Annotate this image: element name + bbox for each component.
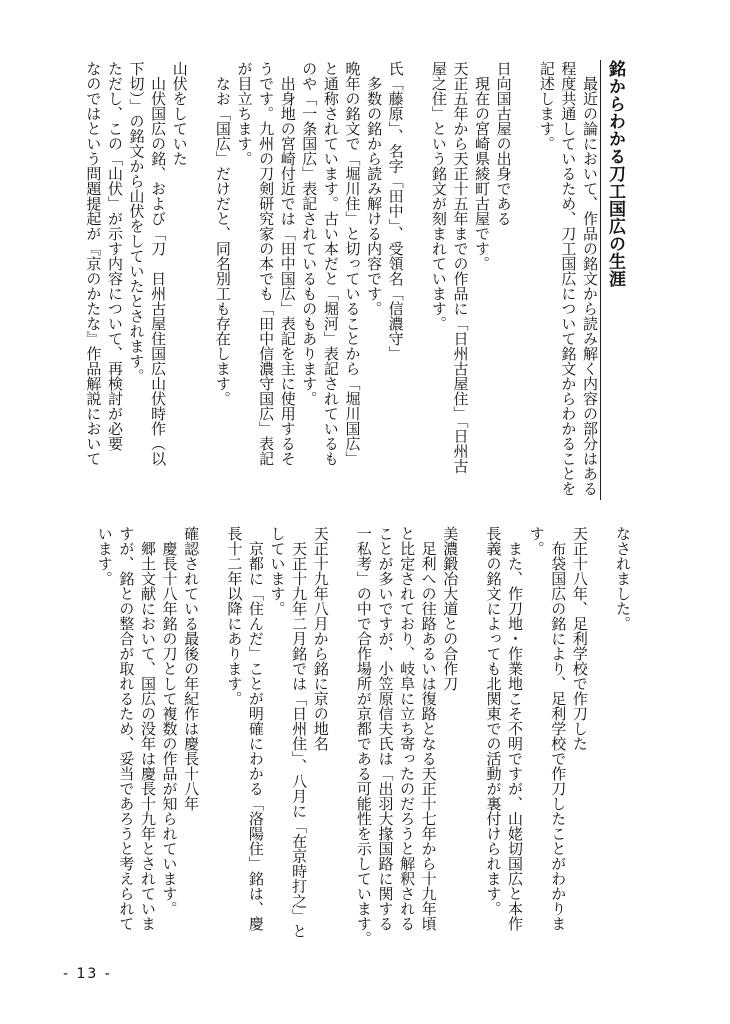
text-line: なされました。 xyxy=(614,526,632,631)
text-line: 長十二年以降にあります。 xyxy=(225,526,244,706)
text-line: また、作刀地・作業地こそ不明ですが、山姥切国広と本作 xyxy=(506,526,525,931)
page-number: - 13 - xyxy=(63,966,112,982)
text-line: ただし、この「山伏」が示す内容について、再検討が必要 xyxy=(105,61,124,451)
text-line: 晩年の銘文で「堀川住」と切っていることから「堀川国広」 xyxy=(343,61,362,466)
text-line xyxy=(406,61,428,501)
text-line: す。 xyxy=(527,526,546,556)
text-line: 程度共通しているため、刀工国広について銘文からわかることを xyxy=(559,61,578,496)
text-line: 最近の論において、作品の銘文から読み解く内容の部分はある xyxy=(581,61,599,496)
text-line: 出身地の宮崎付近では「田中国広」表記を主に使用するそ xyxy=(278,61,297,466)
article-title: 銘からわかる刀工国広の生涯 xyxy=(600,60,626,500)
text-line xyxy=(190,61,212,501)
text-line: ことが多いですが、小笠原信夫氏は「出羽大掾国路に関する xyxy=(376,526,395,931)
text-line: 天正五年から天正十五年までの作品に「日州古屋住」「日州古 xyxy=(451,61,470,474)
text-line: 長義の銘文によっても北関東での活動が裏付けられます。 xyxy=(484,526,503,916)
text-line: 慶長十八年銘の刀として複数の作品が知られています。 xyxy=(160,526,179,916)
text-line: しています。 xyxy=(268,526,287,616)
text-line: すが、銘との整合が取れるため、妥当であろうと考えられて xyxy=(117,526,136,931)
text-line: 山伏をしていた xyxy=(170,61,189,166)
text-line: 記述します。 xyxy=(537,61,556,151)
text-line: 多数の銘から読み解ける内容です。 xyxy=(365,61,384,316)
text-line: 足利への往路あるいは復路となる天正十七年から十九年頃 xyxy=(419,526,438,931)
text-line: 天正十八年、足利学校で作刀した xyxy=(570,526,589,751)
text-line xyxy=(514,61,536,501)
text-line: 京都に「住んだ」ことが明確にわかる「洛陽住」銘は、慶 xyxy=(246,526,265,931)
text-line: 屋之住」という銘文が刻まれています。 xyxy=(429,61,448,331)
text-line: が目立ちます。 xyxy=(235,61,254,166)
text-line: 確認されている最後の年紀作は慶長十八年 xyxy=(182,526,201,811)
text-line: 天正十九年八月から銘に京の地名 xyxy=(311,526,330,751)
text-line xyxy=(201,526,223,966)
top-text-block xyxy=(82,61,600,501)
bottom-text-block xyxy=(93,526,633,966)
text-line: うです。九州の刀剣研究家の本でも「田中信濃守国広」表記 xyxy=(257,61,276,466)
text-line: 布袋国広の銘により、足利学校で作刀したことがわかりま xyxy=(549,526,568,931)
text-line: 山伏国広の銘、および「刀 日州古屋住国広山伏時作（以 xyxy=(149,61,168,466)
text-line: 日向国古屋の出身である xyxy=(494,61,513,226)
text-line: なお「国広」だけだと、同名別工も存在します。 xyxy=(213,61,232,406)
text-line: と通称されています。古い本だと「堀河」表記されているも xyxy=(321,61,340,466)
text-line: なのではという問題提起が『京のかたな』作品解説において xyxy=(84,61,103,466)
text-line: います。 xyxy=(95,526,114,586)
text-line: 郷土文献において、国広の没年は慶長十九年とされていま xyxy=(138,526,157,931)
text-line: と比定されており、岐阜に立ち寄ったのだろうと解釈される xyxy=(398,526,417,931)
text-line: のや「一条国広」表記されているものもあります。 xyxy=(300,61,319,406)
text-line xyxy=(590,526,612,966)
text-line: 下切）」の銘文から山伏をしていたとされます。 xyxy=(127,61,146,384)
text-line: 美濃鍛冶大道との合作刀 xyxy=(441,526,460,691)
text-line: 氏「藤原」、名字「田中」、受領名「信濃守」 xyxy=(386,61,405,361)
text-line: 現在の宮崎県綾町古屋です。 xyxy=(473,61,492,271)
text-line xyxy=(460,526,482,966)
text-line: 天正十九年二月銘では「日州住」、八月に「在京時打之」と xyxy=(290,526,309,939)
text-line: 一私考」の中で合作場所が京都である可能性を示しています。 xyxy=(354,526,373,946)
text-line xyxy=(331,526,353,966)
